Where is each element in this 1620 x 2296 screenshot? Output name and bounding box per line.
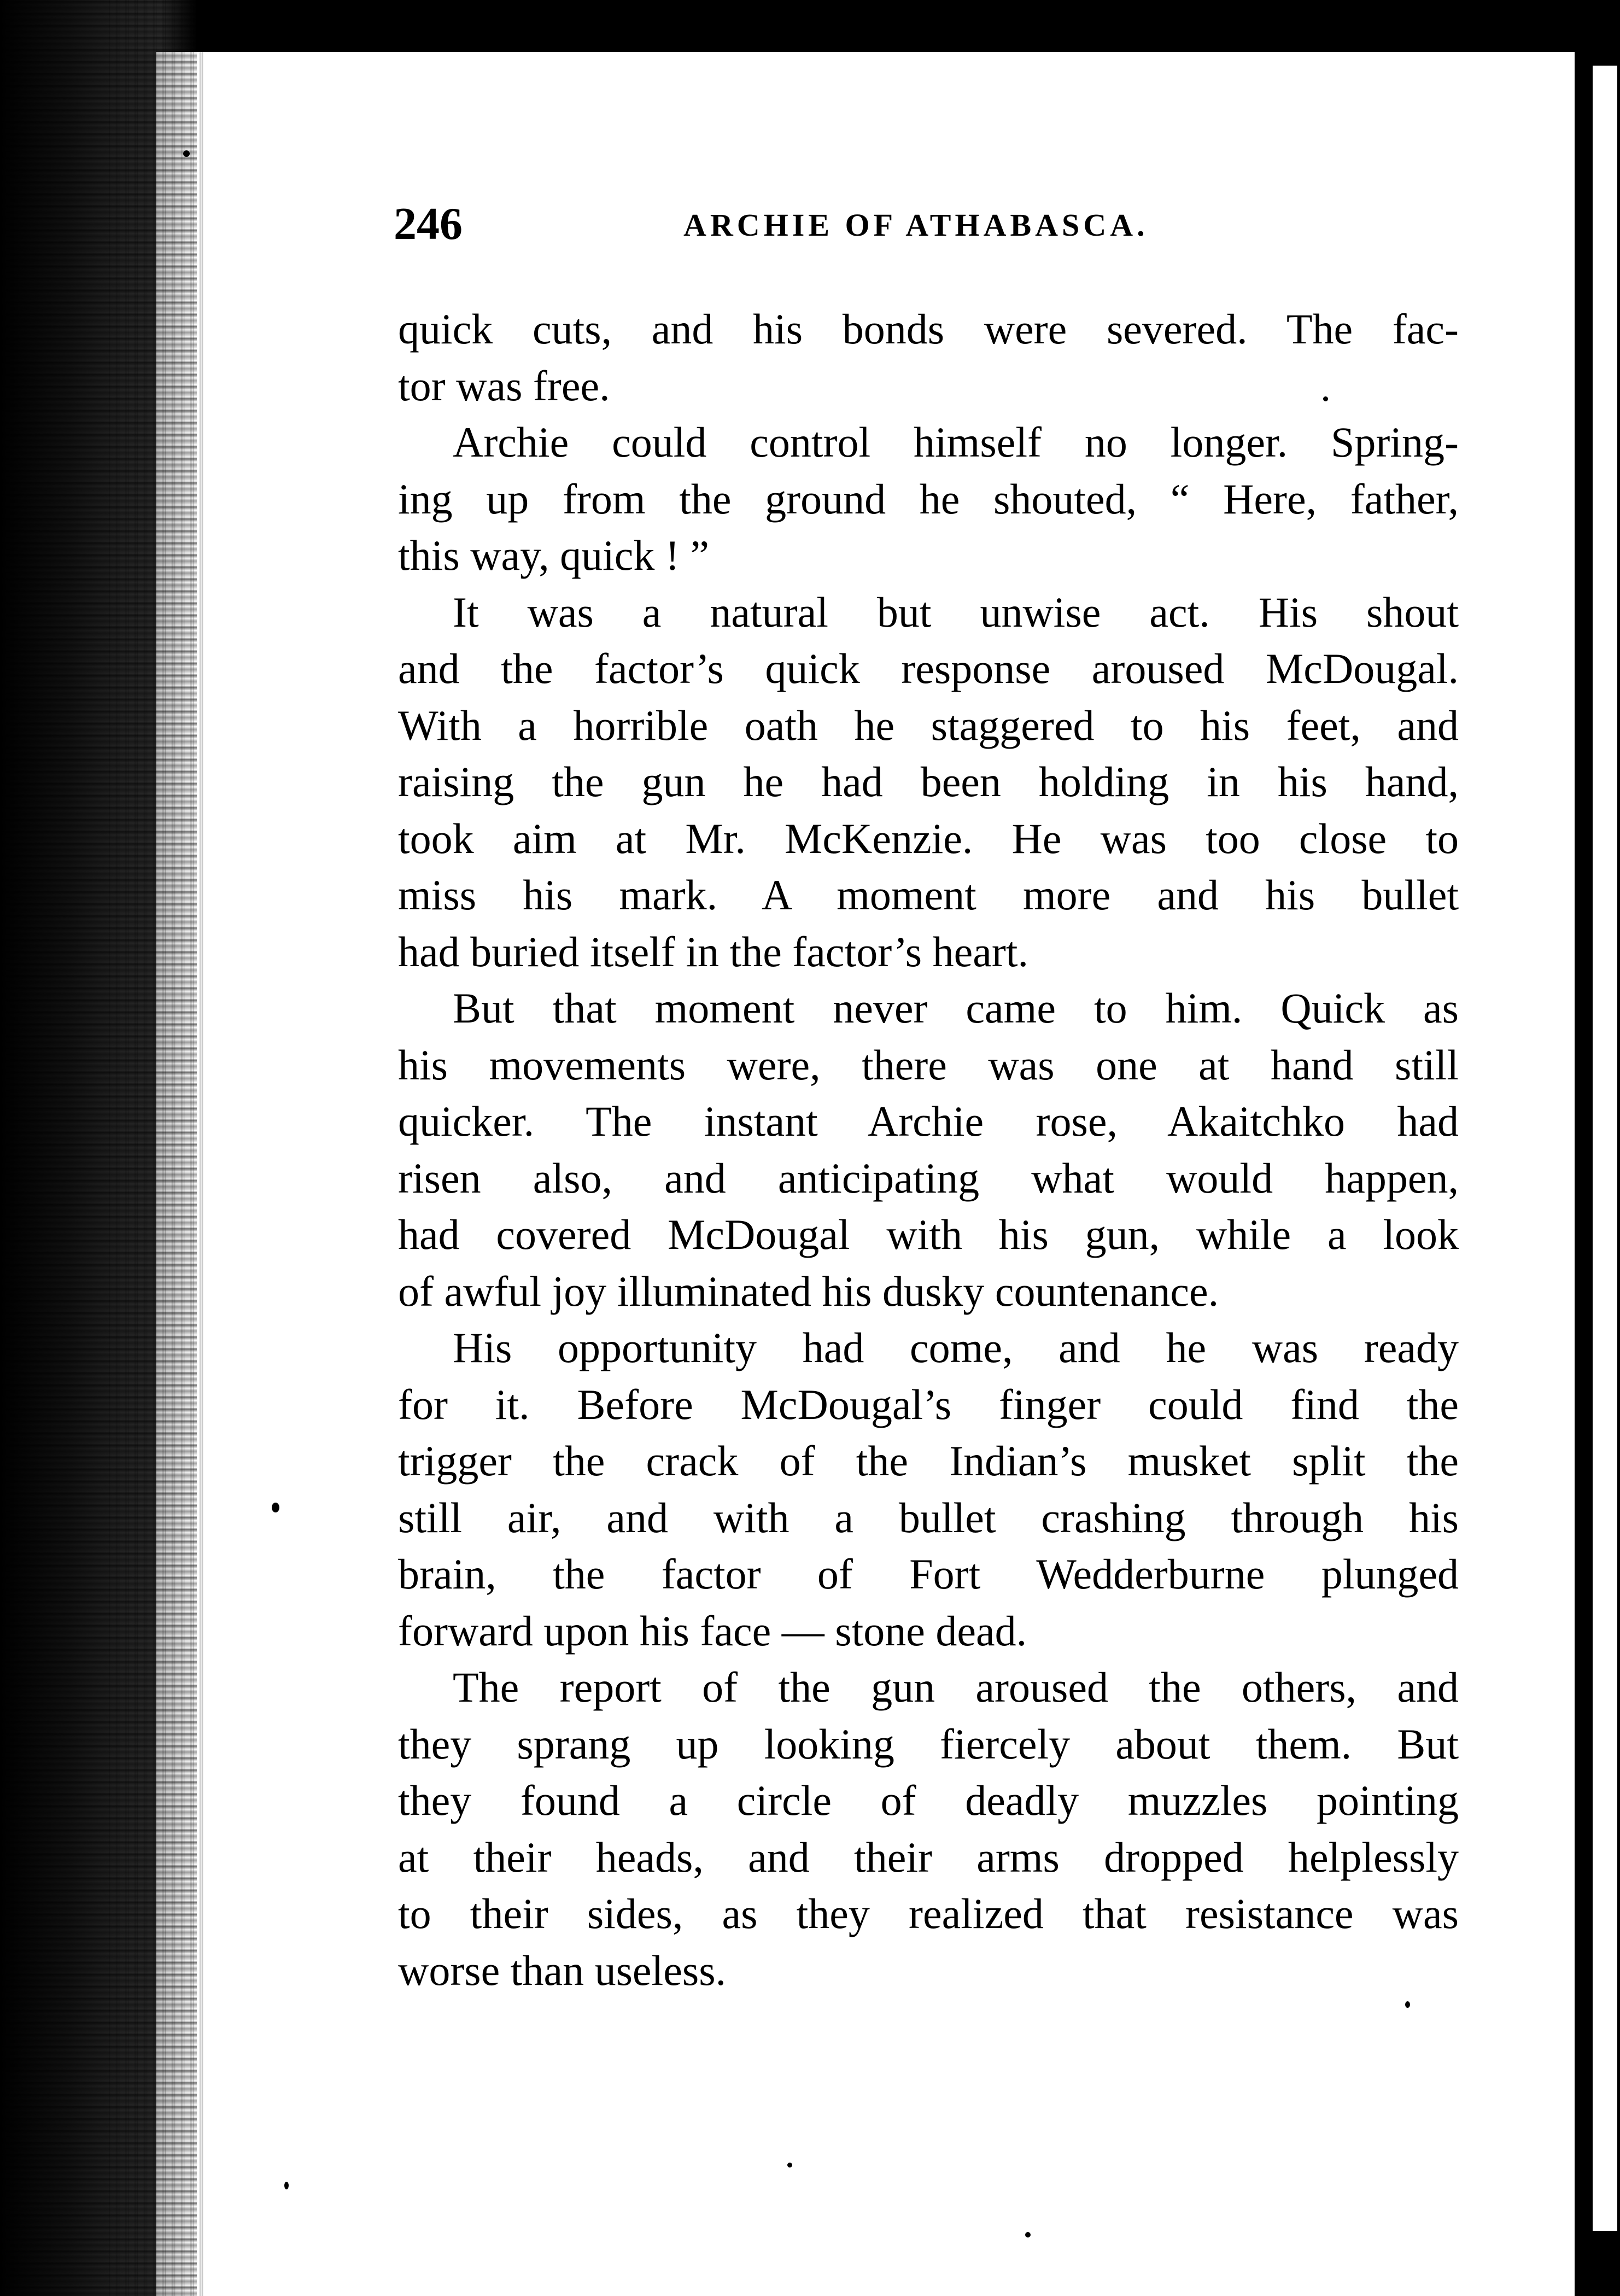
print-speck bbox=[1323, 396, 1328, 401]
text-line: Archie could control himself no longer. Spring- bbox=[453, 418, 1459, 466]
text-line: had covered McDougal with his gun, while a look bbox=[398, 1211, 1459, 1258]
text-line: quicker. The instant Archie rose, Akaitchko had bbox=[398, 1097, 1459, 1145]
binding-gutter-texture bbox=[109, 0, 208, 2296]
text-line: forward upon his face — stone dead. bbox=[398, 1606, 1027, 1655]
text-line: worse than useless. bbox=[398, 1946, 727, 1994]
text-line: With a horrible oath he staggered to his feet, and bbox=[398, 701, 1459, 749]
print-speck bbox=[272, 1503, 279, 1512]
text-line: his movements were, there was one at hand still bbox=[398, 1041, 1459, 1089]
page-number: 246 bbox=[394, 198, 463, 249]
adjacent-page-sliver bbox=[1593, 66, 1617, 2231]
text-line: had buried itself in the factor’s heart. bbox=[398, 927, 1028, 975]
text-line: for it. Before McDougal’s finger could find the bbox=[398, 1380, 1459, 1428]
text-line: But that moment never came to him. Quick as bbox=[453, 984, 1459, 1032]
text-line: of awful joy illuminated his dusky countenance. bbox=[398, 1267, 1219, 1315]
text-line: still air, and with a bullet crashing through his bbox=[398, 1493, 1459, 1541]
text-line: tor was free. bbox=[398, 361, 610, 410]
text-line: ing up from the ground he shouted, “ Here, father, bbox=[398, 475, 1459, 523]
text-line: quick cuts, and his bonds were severed. The fac- bbox=[398, 305, 1459, 353]
running-header bbox=[394, 194, 1170, 254]
text-line: to their sides, as they realized that resistance was bbox=[398, 1890, 1459, 1937]
text-line: this way, quick ! ” bbox=[398, 531, 709, 579]
body-text bbox=[398, 301, 1459, 1999]
text-line: they sprang up looking fiercely about them. But bbox=[398, 1720, 1459, 1768]
text-line: risen also, and anticipating what would happen, bbox=[398, 1154, 1459, 1202]
adjacent-page-edge bbox=[1575, 0, 1620, 2296]
text-line: His opportunity had come, and he was ready bbox=[453, 1324, 1459, 1371]
text-line: raising the gun he had been holding in his hand, bbox=[398, 758, 1459, 805]
running-title: ARCHIE OF ATHABASCA. bbox=[683, 207, 1149, 243]
text-line: trigger the crack of the Indian’s musket split the bbox=[398, 1437, 1459, 1485]
text-line: It was a natural but unwise act. His shout bbox=[453, 588, 1459, 636]
print-speck bbox=[787, 2163, 792, 2168]
print-speck bbox=[1025, 2232, 1031, 2237]
print-speck bbox=[1405, 2001, 1410, 2008]
print-speck bbox=[284, 2182, 289, 2189]
text-line: The report of the gun aroused the others, and bbox=[453, 1663, 1459, 1711]
text-line: took aim at Mr. McKenzie. He was too close to bbox=[398, 814, 1459, 862]
print-speck bbox=[183, 150, 190, 157]
text-line: at their heads, and their arms dropped helplessly bbox=[398, 1833, 1459, 1881]
text-line: and the factor’s quick response aroused McDougal. bbox=[398, 645, 1459, 692]
text-line: miss his mark. A moment more and his bullet bbox=[398, 871, 1459, 919]
text-line: they found a circle of deadly muzzles pointing bbox=[398, 1777, 1459, 1824]
text-line: brain, the factor of Fort Wedderburne plunged bbox=[398, 1550, 1459, 1598]
